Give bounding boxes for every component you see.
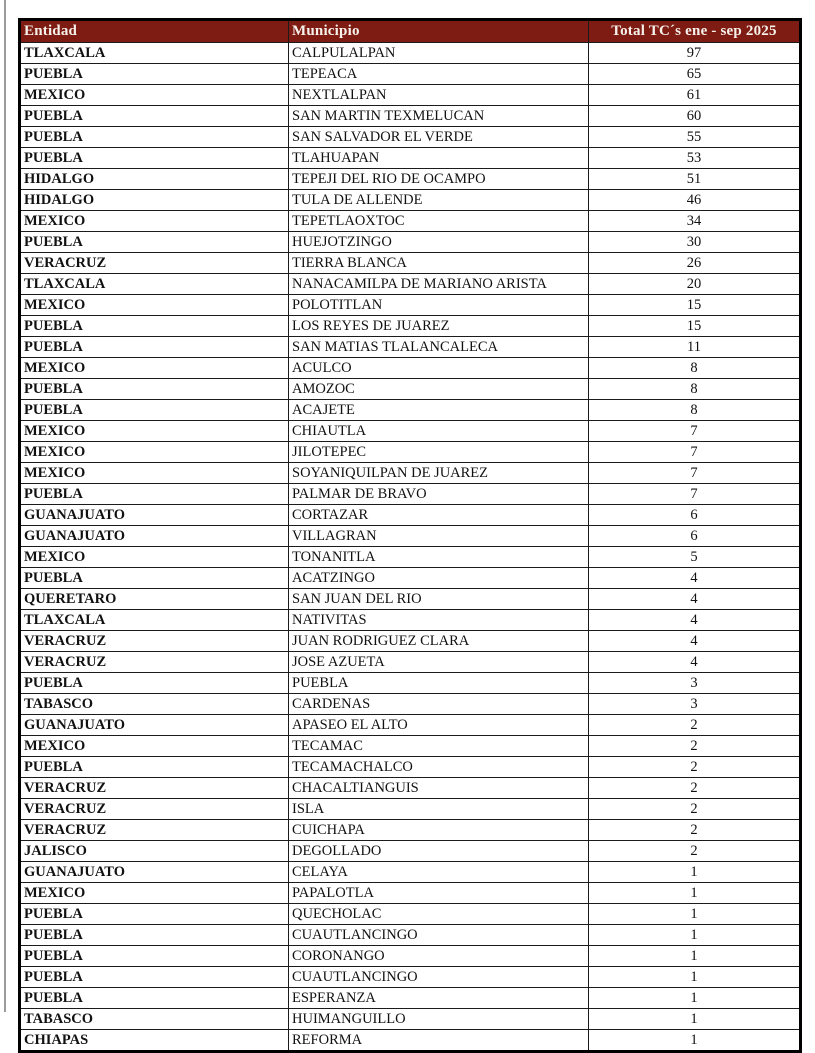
cell-total: 1 [589,988,801,1009]
cell-total: 6 [589,526,801,547]
table-row [20,421,801,442]
table-row [20,358,801,379]
cell-total: 2 [589,736,801,757]
table-row [20,799,801,820]
cell-entidad: PUEBLA [20,379,289,400]
cell-entidad: MEXICO [20,883,289,904]
cell-municipio: HUIMANGUILLO [289,1009,589,1030]
cell-entidad: VERACRUZ [20,253,289,274]
cell-entidad: MEXICO [20,421,289,442]
cell-entidad: MEXICO [20,547,289,568]
cell-entidad: MEXICO [20,211,289,232]
header-row [20,20,801,43]
table-row [20,484,801,505]
cell-entidad: PUEBLA [20,106,289,127]
cell-total: 60 [589,106,801,127]
table-row [20,568,801,589]
cell-municipio: CELAYA [289,862,589,883]
cell-total: 4 [589,589,801,610]
table-row [20,43,801,64]
cell-total: 26 [589,253,801,274]
cell-total: 2 [589,820,801,841]
cell-entidad: GUANAJUATO [20,505,289,526]
cell-total: 8 [589,358,801,379]
cell-total: 1 [589,904,801,925]
cell-total: 97 [589,43,801,64]
cell-entidad: MEXICO [20,85,289,106]
cell-municipio: PUEBLA [289,673,589,694]
table-row [20,526,801,547]
cell-entidad: PUEBLA [20,904,289,925]
cell-municipio: NATIVITAS [289,610,589,631]
cell-municipio: JOSE AZUETA [289,652,589,673]
table-row [20,169,801,190]
column-header-municipio: Municipio [289,20,589,43]
cell-total: 1 [589,967,801,988]
cell-total: 4 [589,631,801,652]
cell-total: 1 [589,946,801,967]
table-row [20,904,801,925]
cell-municipio: LOS REYES DE JUAREZ [289,316,589,337]
table-row [20,400,801,421]
table-row [20,316,801,337]
cell-entidad: GUANAJUATO [20,715,289,736]
cell-entidad: PUEBLA [20,568,289,589]
table-row [20,232,801,253]
cell-total: 11 [589,337,801,358]
cell-municipio: TULA DE ALLENDE [289,190,589,211]
cell-total: 53 [589,148,801,169]
cell-entidad: CHIAPAS [20,1030,289,1052]
cell-entidad: VERACRUZ [20,820,289,841]
table-row [20,274,801,295]
cell-total: 1 [589,1009,801,1030]
cell-total: 4 [589,568,801,589]
table-row [20,841,801,862]
cell-municipio: CARDENAS [289,694,589,715]
cell-total: 65 [589,64,801,85]
cell-total: 15 [589,316,801,337]
cell-municipio: CALPULALPAN [289,43,589,64]
cell-total: 7 [589,484,801,505]
cell-municipio: ACULCO [289,358,589,379]
column-header-total: Total TC´s ene - sep 2025 [589,20,801,43]
cell-total: 4 [589,610,801,631]
cell-entidad: PUEBLA [20,400,289,421]
cell-entidad: MEXICO [20,463,289,484]
cell-municipio: AMOZOC [289,379,589,400]
cell-municipio: TEPEACA [289,64,589,85]
table-row [20,1030,801,1052]
table-row [20,1009,801,1030]
cell-entidad: MEXICO [20,442,289,463]
page-edge-line [4,0,6,1012]
cell-municipio: CHACALTIANGUIS [289,778,589,799]
cell-total: 2 [589,757,801,778]
table-row [20,946,801,967]
cell-total: 1 [589,862,801,883]
cell-municipio: DEGOLLADO [289,841,589,862]
cell-entidad: TLAXCALA [20,610,289,631]
cell-municipio: CHIAUTLA [289,421,589,442]
cell-total: 1 [589,1030,801,1052]
cell-municipio: APASEO EL ALTO [289,715,589,736]
table-header [20,20,801,43]
table-row [20,337,801,358]
cell-total: 2 [589,715,801,736]
table-row [20,610,801,631]
cell-total: 51 [589,169,801,190]
cell-municipio: SAN SALVADOR EL VERDE [289,127,589,148]
cell-entidad: MEXICO [20,295,289,316]
cell-entidad: TLAXCALA [20,274,289,295]
cell-entidad: VERACRUZ [20,631,289,652]
cell-total: 3 [589,694,801,715]
cell-entidad: MEXICO [20,358,289,379]
table-row [20,883,801,904]
cell-municipio: JILOTEPEC [289,442,589,463]
cell-total: 5 [589,547,801,568]
cell-municipio: CORTAZAR [289,505,589,526]
cell-municipio: NANACAMILPA DE MARIANO ARISTA [289,274,589,295]
cell-municipio: CUAUTLANCINGO [289,925,589,946]
cell-municipio: TEPEJI DEL RIO DE OCAMPO [289,169,589,190]
table-row [20,127,801,148]
cell-entidad: PUEBLA [20,337,289,358]
cell-entidad: PUEBLA [20,148,289,169]
table-row [20,820,801,841]
table-row [20,736,801,757]
table-row [20,757,801,778]
cell-entidad: HIDALGO [20,169,289,190]
cell-municipio: CUAUTLANCINGO [289,967,589,988]
cell-municipio: ESPERANZA [289,988,589,1009]
cell-total: 20 [589,274,801,295]
table-row [20,925,801,946]
cell-municipio: SAN JUAN DEL RIO [289,589,589,610]
cell-entidad: VERACRUZ [20,778,289,799]
cell-entidad: VERACRUZ [20,652,289,673]
cell-entidad: JALISCO [20,841,289,862]
cell-municipio: ACAJETE [289,400,589,421]
cell-entidad: QUERETARO [20,589,289,610]
table-row [20,505,801,526]
cell-municipio: PAPALOTLA [289,883,589,904]
table-row [20,106,801,127]
cell-entidad: TLAXCALA [20,43,289,64]
cell-entidad: HIDALGO [20,190,289,211]
cell-entidad: PUEBLA [20,232,289,253]
cell-entidad: PUEBLA [20,925,289,946]
cell-municipio: SOYANIQUILPAN DE JUAREZ [289,463,589,484]
table-row [20,967,801,988]
cell-entidad: GUANAJUATO [20,862,289,883]
cell-total: 15 [589,295,801,316]
cell-total: 7 [589,463,801,484]
table-row [20,211,801,232]
cell-entidad: PUEBLA [20,316,289,337]
cell-municipio: JUAN RODRIGUEZ CLARA [289,631,589,652]
cell-entidad: PUEBLA [20,673,289,694]
cell-municipio: NEXTLALPAN [289,85,589,106]
cell-total: 1 [589,883,801,904]
table-row [20,652,801,673]
cell-total: 1 [589,925,801,946]
cell-total: 2 [589,778,801,799]
cell-municipio: TIERRA BLANCA [289,253,589,274]
table-row [20,673,801,694]
table-row [20,631,801,652]
cell-municipio: TEPETLAOXTOC [289,211,589,232]
cell-total: 55 [589,127,801,148]
table-row [20,862,801,883]
cell-entidad: TABASCO [20,1009,289,1030]
cell-entidad: PUEBLA [20,946,289,967]
table-row [20,295,801,316]
cell-entidad: PUEBLA [20,127,289,148]
table-row [20,694,801,715]
cell-municipio: CUICHAPA [289,820,589,841]
cell-municipio: TONANITLA [289,547,589,568]
cell-total: 7 [589,442,801,463]
table-row [20,253,801,274]
cell-entidad: GUANAJUATO [20,526,289,547]
column-header-entidad: Entidad [20,20,289,43]
table-row [20,463,801,484]
cell-municipio: VILLAGRAN [289,526,589,547]
cell-total: 6 [589,505,801,526]
cell-total: 2 [589,841,801,862]
cell-municipio: HUEJOTZINGO [289,232,589,253]
cell-total: 7 [589,421,801,442]
table-row [20,64,801,85]
cell-municipio: QUECHOLAC [289,904,589,925]
cell-municipio: TECAMAC [289,736,589,757]
cell-municipio: SAN MATIAS TLALANCALECA [289,337,589,358]
table-row [20,148,801,169]
cell-entidad: VERACRUZ [20,799,289,820]
cell-municipio: PALMAR DE BRAVO [289,484,589,505]
table-row [20,589,801,610]
cell-total: 30 [589,232,801,253]
cell-municipio: REFORMA [289,1030,589,1052]
cell-total: 2 [589,799,801,820]
cell-total: 3 [589,673,801,694]
cell-entidad: MEXICO [20,736,289,757]
cell-total: 61 [589,85,801,106]
cell-total: 4 [589,652,801,673]
table-row [20,190,801,211]
cell-municipio: TLAHUAPAN [289,148,589,169]
table-row [20,778,801,799]
cell-municipio: ACATZINGO [289,568,589,589]
table-body [20,43,801,1052]
cell-entidad: PUEBLA [20,484,289,505]
cell-municipio: SAN MARTIN TEXMELUCAN [289,106,589,127]
table-row [20,547,801,568]
cell-municipio: CORONANGO [289,946,589,967]
cell-entidad: PUEBLA [20,64,289,85]
cell-municipio: TECAMACHALCO [289,757,589,778]
cell-total: 8 [589,400,801,421]
cell-entidad: PUEBLA [20,967,289,988]
cell-municipio: ISLA [289,799,589,820]
table-row [20,442,801,463]
table-row [20,715,801,736]
cell-total: 46 [589,190,801,211]
table-row [20,988,801,1009]
cell-total: 8 [589,379,801,400]
cell-entidad: PUEBLA [20,988,289,1009]
cell-entidad: TABASCO [20,694,289,715]
table-row [20,379,801,400]
table-row [20,85,801,106]
cell-entidad: PUEBLA [20,757,289,778]
cell-municipio: POLOTITLAN [289,295,589,316]
tc-totals-table [18,18,802,1053]
cell-total: 34 [589,211,801,232]
